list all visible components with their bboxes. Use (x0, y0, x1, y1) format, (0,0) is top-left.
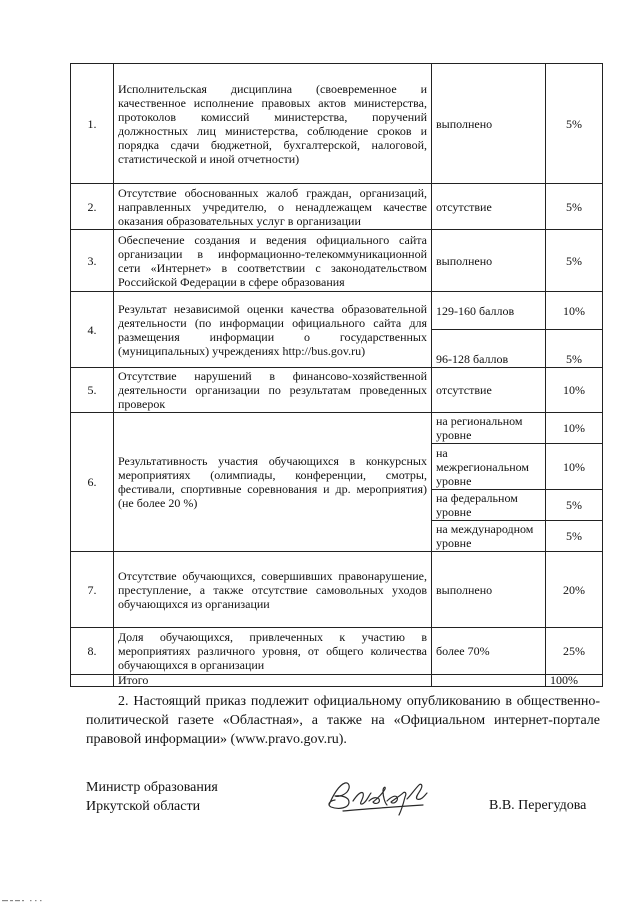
signatory-title-line: Министр образования (86, 780, 218, 795)
table-row (71, 64, 603, 184)
value-cell: 5% (546, 330, 603, 368)
criterion-text: Отсутствие нарушений в финансово-хозяйственной деятельности организации по результатам проведенных проверок (114, 368, 432, 413)
table-row (71, 230, 603, 292)
criterion-text: Доля обучающихся, привлеченных к участию в мероприятиях различного уровня, от общего количества обучающихся в организации (114, 628, 432, 675)
criteria-table (70, 63, 603, 687)
row-number: 8. (71, 628, 114, 675)
value-cell: 25% (546, 628, 603, 675)
publication-paragraph: 2. Настоящий приказ подлежит официальному опубликованию в общественно-политической газете «Областная», а также на «Официальном интернет-портале правовой информации» (www.pravo.gov.ru). (86, 694, 600, 747)
value-cell: 10% (546, 444, 603, 490)
table-row (71, 413, 603, 444)
result-cell: на международном уровне (432, 521, 546, 552)
result-cell: выполнено (432, 230, 546, 292)
signatory-title (86, 778, 218, 816)
result-cell: отсутствие (432, 184, 546, 230)
criterion-text: Обеспечение создания и ведения официального сайта организации в информационно-телекоммуникационной сети «Интернет» в соответствии с законодательством Российской Федерации в сфере образования (114, 230, 432, 292)
value-cell: 5% (546, 64, 603, 184)
total-value: 100% (546, 675, 603, 687)
row-number: 4. (71, 292, 114, 368)
result-cell: на федеральном уровне (432, 490, 546, 521)
row-number: 2. (71, 184, 114, 230)
table-row (71, 552, 603, 628)
table-row (71, 368, 603, 413)
value-cell: 5% (546, 521, 603, 552)
handwritten-signature (323, 775, 433, 817)
row-number: 7. (71, 552, 114, 628)
total-label: Итого (114, 675, 432, 687)
value-cell: 10% (546, 292, 603, 330)
table-row (71, 184, 603, 230)
signatory-title-line: Иркутской области (86, 799, 201, 814)
row-number: 5. (71, 368, 114, 413)
table-row (71, 292, 603, 330)
value-cell: 5% (546, 184, 603, 230)
table-row (71, 628, 603, 675)
result-cell: на региональном уровне (432, 413, 546, 444)
row-number (71, 675, 114, 687)
result-cell (432, 675, 546, 687)
value-cell: 5% (546, 230, 603, 292)
scan-artifact (0, 898, 80, 904)
signatory-name: В.В. Перегудова (489, 798, 587, 813)
result-cell: 96-128 баллов (432, 330, 546, 368)
criterion-text: Отсутствие обучающихся, совершивших правонарушение, преступление, а также отсутствие самовольных уходов обучающихся из организации (114, 552, 432, 628)
value-cell: 5% (546, 490, 603, 521)
result-cell: выполнено (432, 64, 546, 184)
result-cell: на межрегиональном уровне (432, 444, 546, 490)
result-cell: отсутствие (432, 368, 546, 413)
criterion-text: Результативность участия обучающихся в конкурсных мероприятиях (олимпиады, конференции, смотры, фестивали, спортивные соревнования и др. мероприятия) (не более 20 %) (114, 413, 432, 552)
value-cell: 10% (546, 368, 603, 413)
row-number: 6. (71, 413, 114, 552)
criterion-text: Результат независимой оценки качества образовательной деятельности (по информации официального сайта для размещения информации о государственных (муниципальных) учреждениях http://bus.gov.ru) (114, 292, 432, 368)
result-cell: выполнено (432, 552, 546, 628)
value-cell: 20% (546, 552, 603, 628)
criterion-text: Исполнительская дисциплина (своевременное и качественное исполнение правовых актов министерства, протоколов комиссий министерства, поручений должностных лиц министерства, соблюдение сроков и порядка сдачи бюджетной, бухгалтерской, налоговой, статистической и иной отчетности) (114, 64, 432, 184)
row-number: 3. (71, 230, 114, 292)
table-total-row (71, 675, 603, 687)
criterion-text: Отсутствие обоснованных жалоб граждан, организаций, направленных учредителю, о ненадлежащем качестве оказания образовательных услуг в организации (114, 184, 432, 230)
result-cell: 129-160 баллов (432, 292, 546, 330)
result-cell: более 70% (432, 628, 546, 675)
value-cell: 10% (546, 413, 603, 444)
row-number: 1. (71, 64, 114, 184)
